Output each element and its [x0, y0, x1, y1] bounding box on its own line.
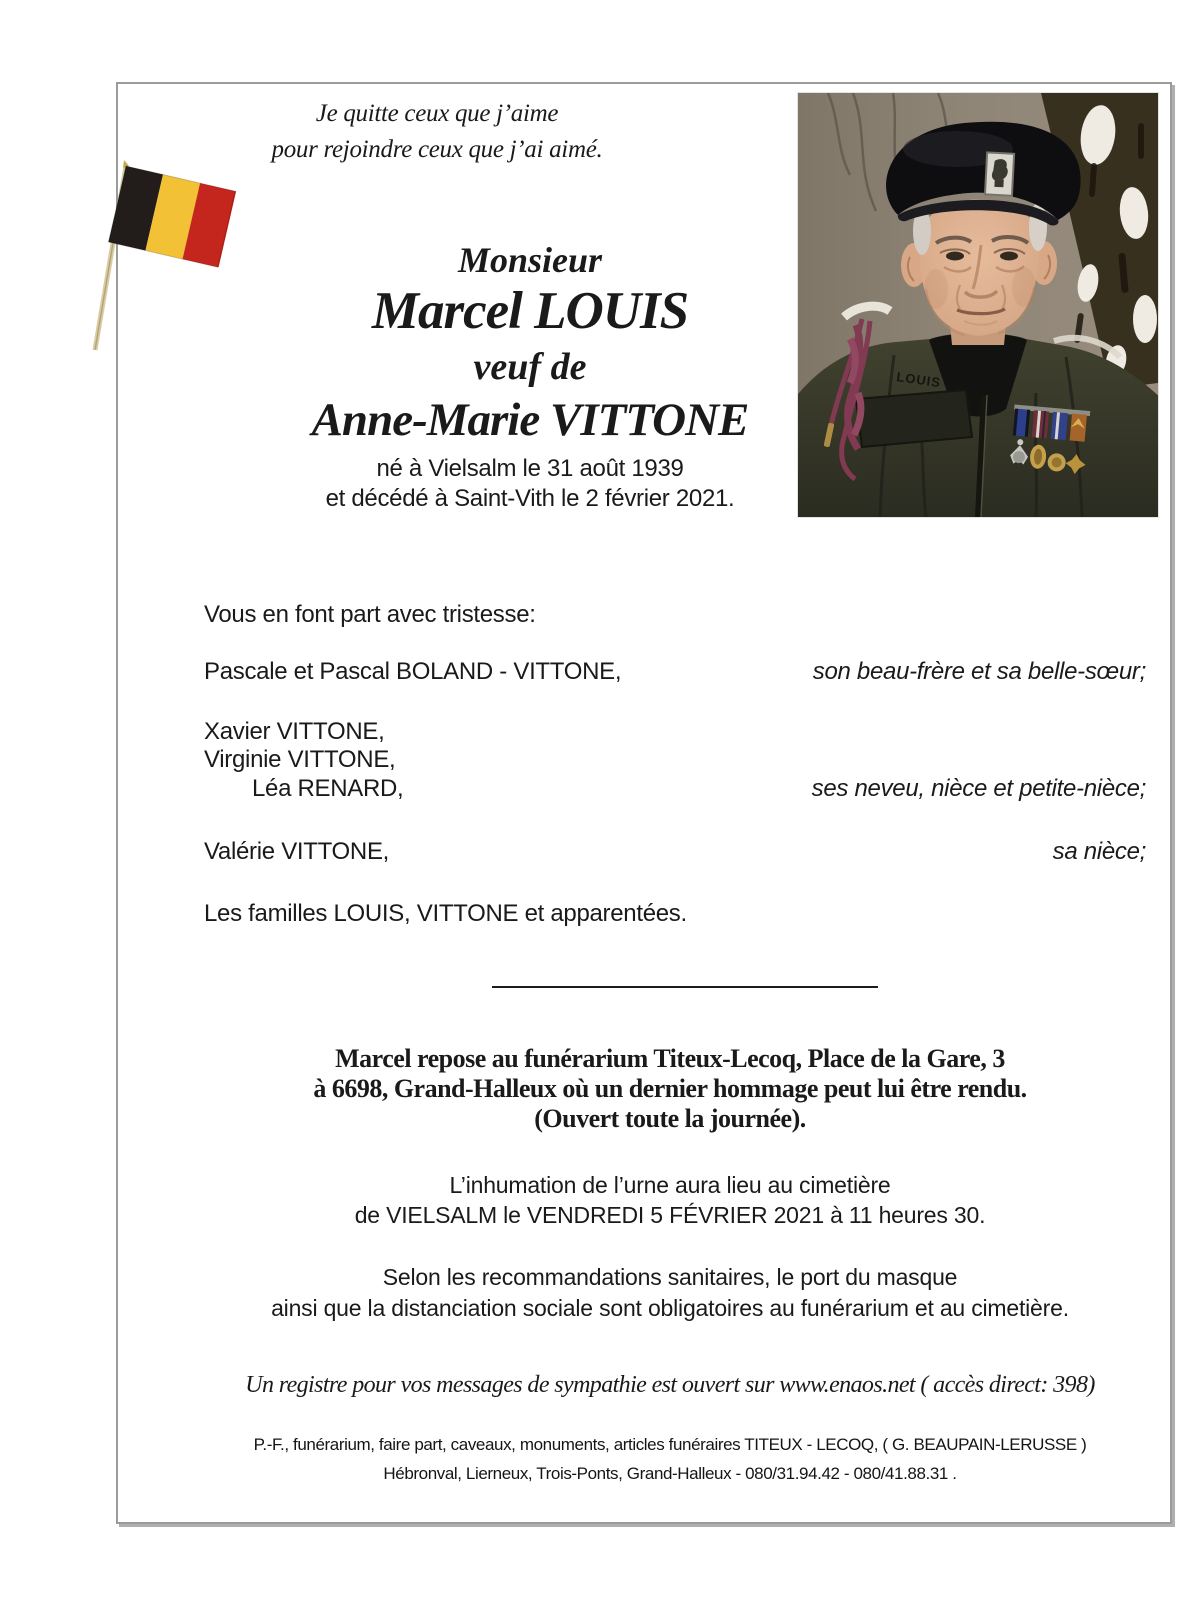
separator-line	[492, 986, 878, 988]
quote-line-1: Je quitte ceux que j’aime	[315, 100, 559, 127]
death-line: et décédé à Saint-Vith le 2 février 2021.	[325, 485, 735, 512]
family-names: Xavier VITTONE,	[204, 718, 385, 745]
epitaph-quote	[187, 96, 687, 168]
family-names: Pascale et Pascal BOLAND - VITTONE,	[204, 658, 622, 685]
family-row	[204, 838, 1146, 866]
deceased-honorific: Monsieur	[457, 240, 603, 280]
relation-label: ses neveu, nièce et petite-nièce;	[811, 775, 1146, 802]
family-names: Les familles LOUIS, VITTONE et apparentées.	[204, 900, 687, 927]
family-row	[204, 718, 1146, 746]
inhumation-line-1: L’inhumation de l’urne aura lieu au cimetière	[449, 1172, 891, 1198]
family-row	[204, 658, 1146, 686]
family-row	[204, 746, 1146, 774]
relation-label: son beau-frère et sa belle-sœur;	[812, 658, 1146, 685]
announcement-intro: Vous en font part avec tristesse:	[204, 601, 536, 628]
repose-line-2: à 6698, Grand-Halleux où un dernier hommage peut lui être rendu.	[313, 1074, 1027, 1103]
repose-line-3: (Ouvert toute la journée).	[534, 1104, 806, 1133]
family-names: Léa RENARD,	[252, 775, 404, 802]
quote-line-2: pour rejoindre ceux que j’ai aimé.	[271, 136, 603, 163]
inhumation-line-2: de VIELSALM le VENDREDI 5 FÉVRIER 2021 à 11 heures 30.	[354, 1202, 986, 1228]
relation-label: sa nièce;	[1052, 838, 1146, 865]
repose-line-1: Marcel repose au funérarium Titeux-Lecoq, Place de la Gare, 3	[335, 1044, 1005, 1073]
jacket-name-tag: LOUIS	[895, 369, 942, 391]
inhumation-block	[145, 1170, 1195, 1230]
funeral-home-footer	[145, 1430, 1195, 1488]
sanitary-block	[145, 1262, 1195, 1324]
family-names: Valérie VITTONE,	[204, 838, 390, 865]
sanitary-line-1: Selon les recommandations sanitaires, le port du masque	[382, 1264, 958, 1290]
footer-line-2: Hébronval, Lierneux, Trois-Ponts, Grand-Halleux - 080/31.94.42 - 080/41.88.31 .	[383, 1464, 957, 1483]
deceased-title-block	[150, 238, 910, 513]
repose-block	[145, 1044, 1195, 1134]
footer-line-1: P.-F., funérarium, faire part, caveaux, monuments, articles funéraires TITEUX - LECOQ, ( G. BEAUPAIN-LERUSSE )	[253, 1435, 1087, 1454]
birth-line: né à Vielsalm le 31 août 1939	[376, 455, 684, 482]
sanitary-line-2: ainsi que la distanciation sociale sont obligatoires au funérarium et au cimetière.	[271, 1295, 1069, 1321]
registry-line: Un registre pour vos messages de sympathie est ouvert sur www.enaos.net ( accès direct: 398)	[245, 1372, 1095, 1398]
deceased-name: Marcel LOUIS	[371, 282, 689, 340]
beret-badge	[985, 152, 1014, 195]
widower-label: veuf de	[473, 346, 587, 388]
family-row	[204, 775, 1146, 803]
spouse-name: Anne-Marie VITTONE	[311, 394, 749, 446]
family-names: Virginie VITTONE,	[204, 746, 396, 773]
family-row	[204, 900, 1146, 928]
